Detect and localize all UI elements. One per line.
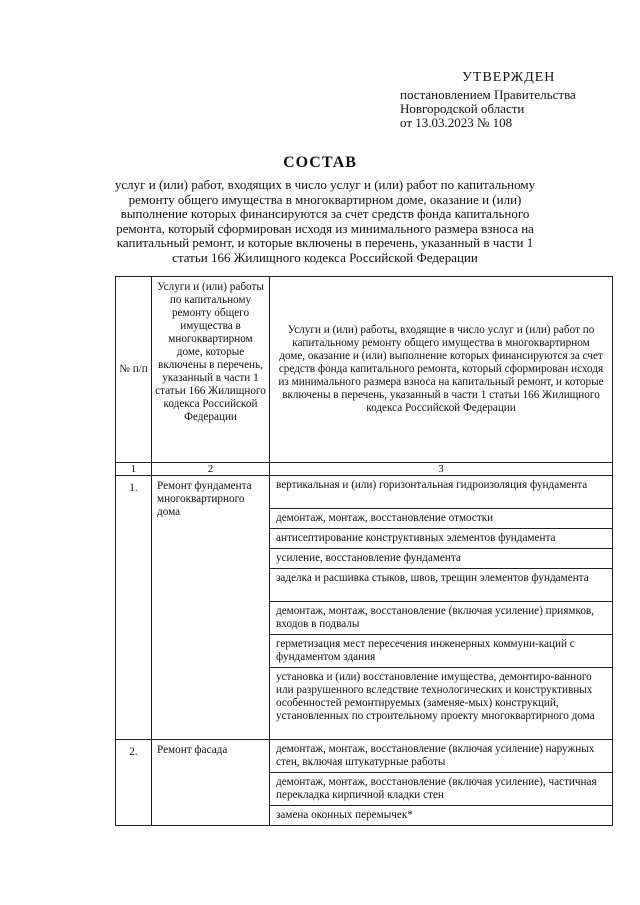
row-service-name: Ремонт фасада: [152, 740, 270, 826]
header-service-items: Услуги и (или) работы, входящие в число услуг и (или) работ по капитальному ремонту общего имущества в многоквартирном доме, оказание и (или) выполнение которых финансируются за счет средств фонда капитального ремонта, который сформирован исходя из минимального размера взноса на капитальный ремонт, и которые включены в перечень, указанный в части 1 статьи 166 Жилищного кодекса Российской Федерации: [270, 277, 613, 463]
header-number: № п/п: [116, 277, 152, 463]
table-header-row: [116, 277, 613, 463]
work-item: вертикальная и (или) горизонтальная гидроизоляция фундамента: [270, 476, 612, 509]
table-row: [116, 476, 613, 740]
work-item: демонтаж, монтаж, восстановление (включая усиление), частичная перекладка кирпичной кладки стен: [270, 773, 612, 806]
row-works: [270, 740, 613, 826]
work-item: усиление, восстановление фундамента: [270, 549, 612, 569]
document-title: СОСТАВ: [283, 154, 357, 171]
work-item: установка и (или) восстановление имущества, демонтиро-ванного или разрушенного вследствие технологических и конструктивных особенностей ремонтируемых (заменяе-мых) конструкций, установленных по строительному проекту многоквартирного дома: [276, 671, 595, 722]
column-number-3: 3: [270, 463, 613, 476]
work-item: демонтаж, монтаж, восстановление (включая усиление) приямков, входов в подвалы: [270, 602, 612, 635]
row-index: 2.: [116, 740, 152, 826]
work-item: антисептирование конструктивных элементов фундамента: [270, 529, 612, 549]
column-number-2: 2: [152, 463, 270, 476]
approval-line-3: от 13.03.2023 № 108: [400, 115, 513, 130]
work-item: демонтаж, монтаж, восстановление отмостки: [270, 509, 612, 529]
column-number-row: [116, 463, 613, 476]
document-subtitle: услуг и (или) работ, входящих в число услуг и (или) работ по капитальному ремонту общего имущества в многоквартирном доме, оказание и (или) выполнение которых финансируются за счет средств фонда капитального ремонта, который сформирован исходя из минимального размера взноса на капитальный ремонт, и которые включены в перечень, указанный в части 1 статьи 166 Жилищного кодекса Российской Федерации: [114, 177, 536, 265]
header-service-group: Услуги и (или) работы по капитальному ремонту общего имущества в многоквартирном доме, которые включены в перечень, указанный в части 1 статьи 166 Жилищного кодекса Российской Федерации: [152, 277, 270, 463]
column-number-1: 1: [116, 463, 152, 476]
approval-line-1: постановлением Правительства: [400, 87, 576, 102]
row-works: [270, 476, 613, 740]
work-item: герметизация мест пересечения инженерных коммуни-каций с фундаментом здания: [270, 635, 612, 668]
approval-heading: УТВЕРЖДЕН: [462, 70, 556, 85]
row-index: 1.: [116, 476, 152, 740]
approval-line-2: Новгородской области: [400, 101, 525, 116]
work-item: замена оконных перемычек*: [276, 809, 413, 821]
row-service-name: Ремонт фундамента многоквартирного дома: [152, 476, 270, 740]
approval-block: [400, 68, 600, 130]
work-item: заделка и расшивка стыков, швов, трещин элементов фундамента: [270, 569, 612, 602]
work-item: демонтаж, монтаж, восстановление (включая усиление) наружных стен, включая штукатурные работы: [270, 740, 612, 773]
services-table: [115, 276, 613, 826]
table-row: [116, 740, 613, 826]
